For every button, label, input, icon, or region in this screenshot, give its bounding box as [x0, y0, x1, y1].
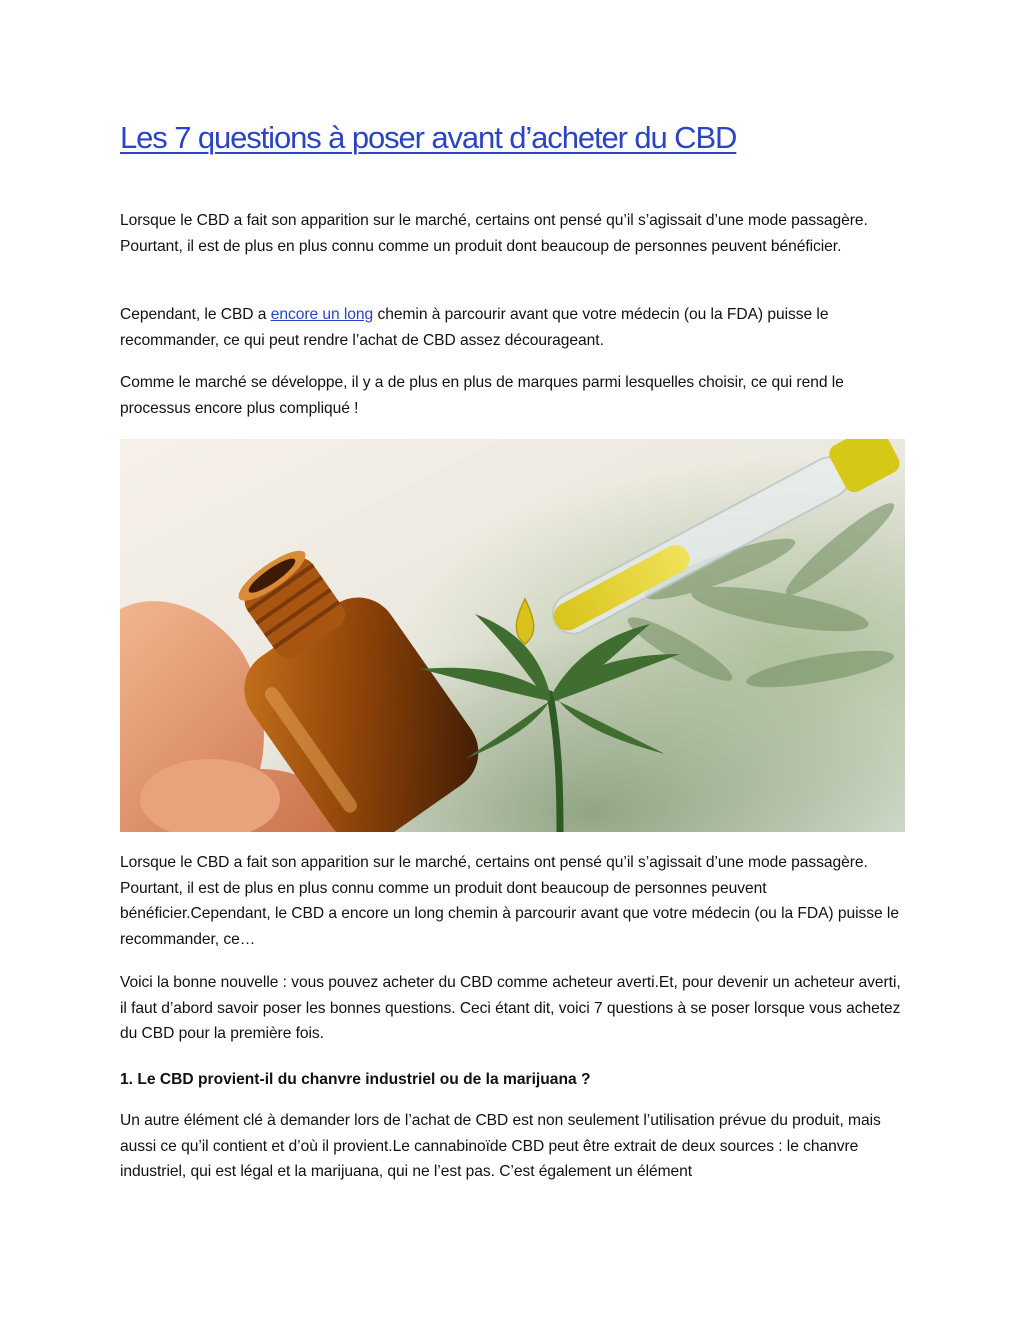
section-1-paragraph: Un autre élément clé à demander lors de l’achat de CBD est non seulement l’utilisation prévue du produit, mais aussi ce qu’il contient et d’où il provient.Le cannabinoïde CBD peut être extrait de deux sources : le chanvre industriel, qui est légal et la marijuana, qui ne l’est pas. C’est également un élément: [120, 1112, 881, 1181]
second-paragraph-text-end: chemin à parcourir avant que votre médecin (ou la FDA) puisse le recommander, ce qui peut rendre l’achat de CBD assez décourageant.: [120, 306, 829, 349]
section-1-heading: 1. Le CBD provient-il du chanvre industriel ou de la marijuana ?: [120, 1071, 591, 1088]
intro-paragraph: Lorsque le CBD a fait son apparition sur le marché, certains ont pensé qu’il s’agissait d’une mode passagère. Pourtant, il est de plus en plus connu comme un produit dont beaucoup de personnes peuvent bénéficier.: [120, 212, 868, 255]
encore-un-long-link[interactable]: encore un long: [270, 306, 374, 323]
fourth-paragraph: Lorsque le CBD a fait son apparition sur le marché, certains ont pensé qu’il s’agissait d’une mode passagère. Pourtant, il est de plus en plus connu comme un produit dont beaucoup de personnes peuvent bénéficier.Cependant, le CBD a encore un long chemin à parcourir avant que votre médecin (ou la FDA) puisse le recommander, ce…: [120, 854, 899, 949]
fifth-paragraph: Voici la bonne nouvelle : vous pouvez acheter du CBD comme acheteur averti.Et, pour devenir un acheteur averti, il faut d’abord savoir poser les bonnes questions. Ceci étant dit, voici 7 questions à se poser lorsque vous achetez du CBD pour la première fois.: [120, 974, 901, 1043]
third-paragraph: Comme le marché se développe, il y a de plus en plus de marques parmi lesquelles choisir, ce qui rend le processus encore plus compliqué !: [120, 374, 844, 417]
cbd-oil-dropper-photo: [120, 439, 905, 832]
second-paragraph: [120, 302, 905, 353]
second-paragraph-text-start: Cependant, le CBD a: [120, 306, 271, 323]
article-title[interactable]: Les 7 questions à poser avant d’acheter du CBD: [120, 120, 737, 155]
